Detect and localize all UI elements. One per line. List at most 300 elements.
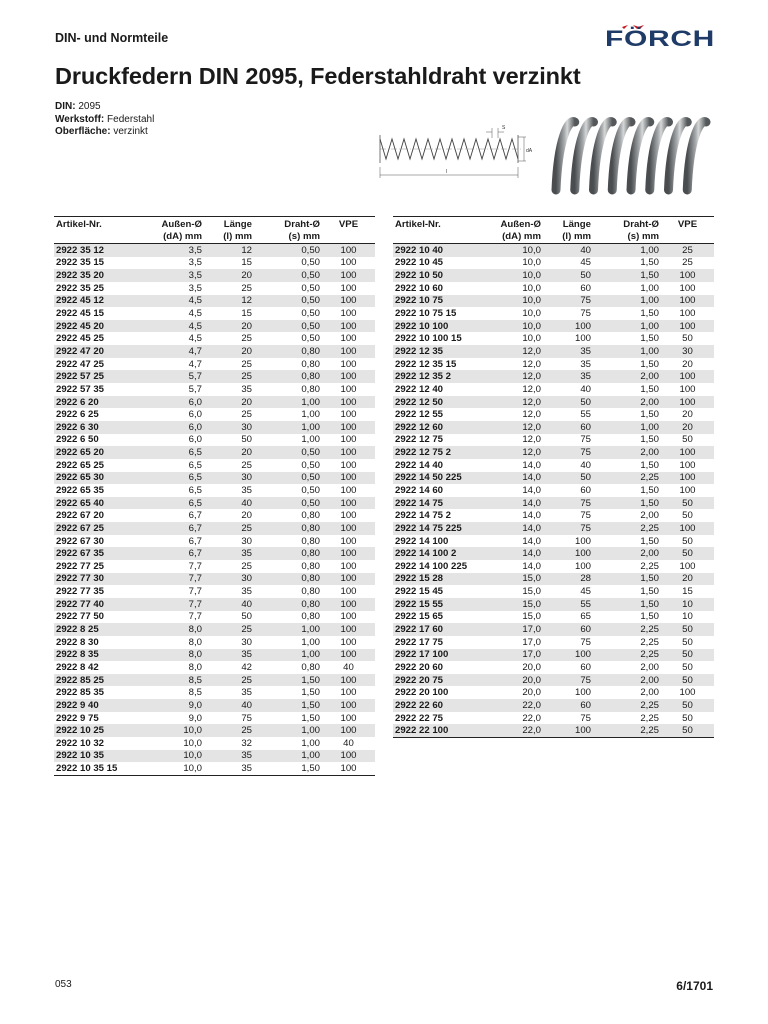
laenge-cell: 35 — [241, 586, 252, 598]
col-artikel-nr: Artikel-Nr. — [393, 217, 477, 244]
laenge-cell: 60 — [543, 623, 593, 636]
vpe-cell: 100 — [661, 472, 714, 485]
vpe-cell: 100 — [322, 623, 375, 636]
draht-durchmesser-cell: 0,80 — [301, 358, 320, 370]
aussen-durchmesser-cell: 6,7 — [138, 522, 204, 535]
table-row — [54, 509, 375, 522]
draht-durchmesser-cell: 0,80 — [254, 522, 322, 535]
laenge-cell: 50 — [543, 269, 593, 282]
draht-durchmesser-cell: 0,80 — [301, 560, 320, 572]
artikel-nr-cell: 2922 12 60 — [393, 421, 477, 434]
spec-din — [55, 101, 154, 114]
aussen-durchmesser-cell: 15,0 — [522, 611, 541, 623]
vpe-cell: 100 — [340, 459, 357, 471]
laenge-cell: 75 — [543, 497, 593, 510]
laenge-cell: 100 — [574, 687, 591, 699]
artikel-nr-cell: 2922 47 25 — [56, 358, 105, 370]
col-draht-durchmesser: Draht-Ø (s) mm — [254, 217, 322, 244]
aussen-durchmesser-cell: 10,0 — [138, 724, 204, 737]
length-dim-label: l — [446, 169, 448, 175]
aussen-durchmesser-cell: 4,5 — [138, 320, 204, 333]
laenge-cell: 75 — [543, 522, 593, 535]
page-title: Druckfedern DIN 2095, Federstahldraht verzinkt — [55, 63, 581, 89]
table-row — [393, 257, 714, 270]
artikel-nr-cell: 2922 47 20 — [54, 345, 138, 358]
table-row — [54, 421, 375, 434]
draht-durchmesser-cell: 1,50 — [301, 712, 320, 724]
table-row — [54, 699, 375, 712]
artikel-nr-cell: 2922 9 75 — [56, 712, 99, 724]
vpe-cell: 25 — [682, 257, 693, 269]
aussen-durchmesser-cell: 15,0 — [477, 573, 543, 586]
laenge-cell: 45 — [580, 586, 591, 598]
vpe-cell: 50 — [661, 547, 714, 560]
aussen-durchmesser-cell: 6,7 — [188, 535, 202, 547]
laenge-cell: 35 — [241, 484, 252, 496]
foerch-logo — [604, 22, 716, 48]
aussen-durchmesser-cell: 6,0 — [188, 434, 202, 446]
table-row — [54, 535, 375, 548]
artikel-nr-cell: 2922 65 35 — [56, 484, 105, 496]
table-row — [393, 307, 714, 320]
vpe-cell: 100 — [322, 724, 375, 737]
vpe-cell: 20 — [661, 421, 714, 434]
aussen-durchmesser-cell: 3,5 — [188, 282, 202, 294]
aussen-durchmesser-cell: 22,0 — [477, 699, 543, 712]
table-row — [54, 332, 375, 345]
laenge-cell: 75 — [580, 434, 591, 446]
aussen-durchmesser-cell: 4,7 — [138, 345, 204, 358]
vpe-cell: 100 — [322, 421, 375, 434]
artikel-nr-cell: 2922 65 25 — [56, 459, 105, 471]
vpe-cell: 100 — [340, 636, 357, 648]
vpe-cell: 100 — [679, 282, 696, 294]
vpe-cell: 50 — [682, 510, 693, 522]
table-row — [54, 307, 375, 320]
aussen-durchmesser-cell: 4,5 — [138, 295, 204, 308]
table-row — [54, 585, 375, 598]
table-row — [393, 282, 714, 295]
aussen-durchmesser-cell: 4,5 — [188, 333, 202, 345]
artikel-nr-cell: 2922 17 100 — [393, 649, 477, 662]
vpe-cell: 100 — [679, 687, 696, 699]
laenge-cell: 75 — [543, 446, 593, 459]
table-row — [393, 396, 714, 409]
aussen-durchmesser-cell: 8,5 — [188, 687, 202, 699]
draht-durchmesser-cell: 0,50 — [254, 446, 322, 459]
table-row — [54, 257, 375, 270]
aussen-durchmesser-cell: 12,0 — [522, 434, 541, 446]
draht-durchmesser-cell: 0,80 — [301, 661, 320, 673]
table-row — [393, 434, 714, 447]
aussen-durchmesser-cell: 7,7 — [188, 586, 202, 598]
draht-durchmesser-cell: 1,00 — [593, 244, 661, 257]
laenge-cell: 75 — [580, 308, 591, 320]
vpe-cell: 100 — [322, 446, 375, 459]
vpe-cell: 100 — [322, 295, 375, 308]
draht-durchmesser-cell: 1,50 — [640, 308, 659, 320]
laenge-cell: 100 — [543, 724, 593, 737]
draht-durchmesser-cell: 2,25 — [640, 712, 659, 724]
draht-durchmesser-cell: 0,50 — [301, 459, 320, 471]
artikel-nr-cell: 2922 85 35 — [56, 687, 105, 699]
table-row — [393, 573, 714, 586]
draht-durchmesser-cell: 2,25 — [593, 699, 661, 712]
aussen-durchmesser-cell: 14,0 — [522, 560, 541, 572]
aussen-durchmesser-cell: 8,0 — [188, 661, 202, 673]
draht-durchmesser-cell: 0,50 — [254, 472, 322, 485]
laenge-cell: 75 — [543, 674, 593, 687]
artikel-nr-cell: 2922 14 75 2 — [395, 510, 452, 522]
vpe-cell: 100 — [340, 560, 357, 572]
vpe-cell: 100 — [322, 396, 375, 409]
artikel-nr-cell: 2922 22 75 — [395, 712, 444, 724]
aussen-durchmesser-cell: 7,7 — [188, 611, 202, 623]
laenge-cell: 40 — [580, 383, 591, 395]
laenge-cell: 100 — [543, 547, 593, 560]
artikel-nr-cell: 2922 12 40 — [395, 383, 444, 395]
draht-durchmesser-cell: 1,50 — [593, 573, 661, 586]
draht-durchmesser-cell: 0,50 — [301, 257, 320, 269]
table-row — [54, 623, 375, 636]
aussen-durchmesser-cell: 17,0 — [522, 636, 541, 648]
aussen-durchmesser-cell: 20,0 — [522, 661, 541, 673]
aussen-durchmesser-cell: 12,0 — [522, 383, 541, 395]
vpe-cell: 100 — [322, 598, 375, 611]
table-row — [54, 358, 375, 371]
artikel-nr-cell: 2922 45 25 — [56, 333, 105, 345]
diameter-dim-label: dA — [526, 148, 533, 154]
vpe-cell: 15 — [682, 586, 693, 598]
table-row — [54, 370, 375, 383]
artikel-nr-cell: 2922 14 100 — [395, 535, 449, 547]
draht-durchmesser-cell: 1,50 — [640, 333, 659, 345]
artikel-nr-cell: 2922 45 12 — [54, 295, 138, 308]
laenge-cell: 35 — [241, 383, 252, 395]
laenge-cell: 40 — [204, 699, 254, 712]
draht-durchmesser-cell: 0,80 — [301, 510, 320, 522]
table-row — [54, 446, 375, 459]
draht-durchmesser-cell: 0,50 — [254, 320, 322, 333]
laenge-cell: 100 — [574, 560, 591, 572]
draht-durchmesser-cell: 2,00 — [593, 370, 661, 383]
aussen-durchmesser-cell: 10,0 — [477, 320, 543, 333]
aussen-durchmesser-cell: 15,0 — [522, 586, 541, 598]
aussen-durchmesser-cell: 17,0 — [477, 623, 543, 636]
draht-durchmesser-cell: 1,00 — [254, 623, 322, 636]
laenge-cell: 35 — [580, 358, 591, 370]
table-row — [393, 408, 714, 421]
aussen-durchmesser-cell: 8,0 — [138, 623, 204, 636]
table-header-row — [54, 217, 375, 244]
vpe-cell: 50 — [661, 623, 714, 636]
vpe-cell: 100 — [661, 269, 714, 282]
artikel-nr-cell: 2922 17 60 — [393, 623, 477, 636]
aussen-durchmesser-cell: 6,5 — [188, 459, 202, 471]
aussen-durchmesser-cell: 14,0 — [477, 497, 543, 510]
table-row — [393, 269, 714, 282]
laenge-cell: 50 — [241, 434, 252, 446]
artikel-nr-cell: 2922 6 30 — [54, 421, 138, 434]
aussen-durchmesser-cell: 10,0 — [477, 244, 543, 257]
laenge-cell: 25 — [204, 724, 254, 737]
laenge-cell: 30 — [204, 573, 254, 586]
vpe-cell: 100 — [340, 763, 357, 775]
aussen-durchmesser-cell: 4,7 — [188, 358, 202, 370]
vpe-cell: 50 — [682, 333, 693, 345]
draht-durchmesser-cell: 1,00 — [301, 636, 320, 648]
artikel-nr-cell: 2922 77 25 — [56, 560, 105, 572]
draht-durchmesser-cell: 2,00 — [640, 510, 659, 522]
vpe-cell: 100 — [661, 320, 714, 333]
artikel-nr-cell: 2922 77 50 — [56, 611, 105, 623]
laenge-cell: 50 — [543, 396, 593, 409]
spring-table-right — [393, 216, 714, 738]
aussen-durchmesser-cell: 6,5 — [188, 484, 202, 496]
artikel-nr-cell: 2922 10 32 — [56, 737, 105, 749]
table-row — [54, 750, 375, 763]
vpe-cell: 100 — [661, 522, 714, 535]
aussen-durchmesser-cell: 8,0 — [138, 649, 204, 662]
artikel-nr-cell: 2922 35 25 — [56, 282, 105, 294]
vpe-cell: 20 — [682, 409, 693, 421]
artikel-nr-cell: 2922 35 20 — [54, 269, 138, 282]
aussen-durchmesser-cell: 7,7 — [138, 598, 204, 611]
draht-durchmesser-cell: 1,50 — [593, 497, 661, 510]
laenge-cell: 50 — [241, 611, 252, 623]
col-vpe: VPE — [322, 217, 375, 244]
artikel-nr-cell: 2922 20 60 — [395, 661, 444, 673]
spring-technical-drawing — [374, 122, 534, 184]
draht-durchmesser-cell: 2,25 — [640, 636, 659, 648]
table-row — [54, 244, 375, 257]
vpe-cell: 100 — [322, 269, 375, 282]
table-row — [393, 535, 714, 548]
draht-durchmesser-cell: 1,00 — [254, 396, 322, 409]
artikel-nr-cell: 2922 20 75 — [393, 674, 477, 687]
table-row — [393, 244, 714, 257]
table-row — [393, 295, 714, 308]
laenge-cell: 65 — [580, 611, 591, 623]
spec-label: Werkstoff: — [55, 113, 105, 125]
table-row — [54, 282, 375, 295]
vpe-cell: 50 — [661, 649, 714, 662]
vpe-cell: 10 — [661, 598, 714, 611]
table-row — [54, 724, 375, 737]
vpe-cell: 100 — [322, 699, 375, 712]
laenge-cell: 75 — [543, 295, 593, 308]
artikel-nr-cell: 2922 65 20 — [54, 446, 138, 459]
laenge-cell: 25 — [204, 674, 254, 687]
laenge-cell: 40 — [580, 459, 591, 471]
vpe-cell: 50 — [661, 674, 714, 687]
table-row — [393, 509, 714, 522]
aussen-durchmesser-cell: 17,0 — [477, 649, 543, 662]
aussen-durchmesser-cell: 10,0 — [522, 308, 541, 320]
laenge-cell: 25 — [241, 358, 252, 370]
artikel-nr-cell: 2922 6 25 — [56, 409, 99, 421]
col-draht-durchmesser: Draht-Ø (s) mm — [593, 217, 661, 244]
table-row — [393, 724, 714, 737]
table-row — [393, 649, 714, 662]
aussen-durchmesser-cell: 12,0 — [477, 446, 543, 459]
aussen-durchmesser-cell: 14,0 — [522, 535, 541, 547]
table-row — [393, 320, 714, 333]
draht-durchmesser-cell: 2,25 — [593, 472, 661, 485]
table-row — [393, 661, 714, 674]
draht-durchmesser-cell: 1,50 — [593, 598, 661, 611]
laenge-cell: 20 — [204, 320, 254, 333]
artikel-nr-cell: 2922 35 15 — [56, 257, 105, 269]
artikel-nr-cell: 2922 10 25 — [54, 724, 138, 737]
draht-durchmesser-cell: 1,00 — [254, 724, 322, 737]
laenge-cell: 15 — [241, 308, 252, 320]
table-row — [54, 737, 375, 750]
artikel-nr-cell: 2922 10 100 15 — [395, 333, 462, 345]
artikel-nr-cell: 2922 14 100 2 — [393, 547, 477, 560]
vpe-cell: 50 — [682, 434, 693, 446]
draht-durchmesser-cell: 2,00 — [593, 396, 661, 409]
laenge-cell: 30 — [204, 472, 254, 485]
laenge-cell: 30 — [241, 535, 252, 547]
aussen-durchmesser-cell: 12,0 — [522, 358, 541, 370]
table-row — [54, 573, 375, 586]
laenge-cell: 40 — [204, 598, 254, 611]
aussen-durchmesser-cell: 9,0 — [188, 712, 202, 724]
table-row — [393, 623, 714, 636]
laenge-cell: 35 — [204, 750, 254, 763]
laenge-cell: 35 — [241, 763, 252, 775]
table-row — [393, 332, 714, 345]
aussen-durchmesser-cell: 12,0 — [522, 409, 541, 421]
aussen-durchmesser-cell: 3,5 — [138, 269, 204, 282]
artikel-nr-cell: 2922 8 35 — [54, 649, 138, 662]
table-row — [393, 459, 714, 472]
table-row — [393, 547, 714, 560]
aussen-durchmesser-cell: 14,0 — [477, 547, 543, 560]
artikel-nr-cell: 2922 22 60 — [393, 699, 477, 712]
laenge-cell: 55 — [580, 409, 591, 421]
spec-list — [55, 101, 154, 139]
aussen-durchmesser-cell: 22,0 — [522, 712, 541, 724]
vpe-cell: 100 — [340, 333, 357, 345]
col-aussen-durchmesser: Außen-Ø (dA) mm — [138, 217, 204, 244]
vpe-cell: 100 — [322, 674, 375, 687]
table-row — [54, 636, 375, 649]
vpe-cell: 100 — [340, 434, 357, 446]
artikel-nr-cell: 2922 10 35 — [54, 750, 138, 763]
draht-durchmesser-cell: 1,50 — [640, 257, 659, 269]
spec-value: verzinkt — [113, 126, 148, 137]
laenge-cell: 20 — [204, 446, 254, 459]
vpe-cell: 100 — [340, 510, 357, 522]
vpe-cell: 100 — [679, 560, 696, 572]
laenge-cell: 25 — [204, 522, 254, 535]
artikel-nr-cell: 2922 15 65 — [395, 611, 444, 623]
artikel-nr-cell: 2922 65 30 — [54, 472, 138, 485]
laenge-cell: 12 — [204, 295, 254, 308]
table-row — [54, 598, 375, 611]
draht-durchmesser-cell: 0,80 — [254, 547, 322, 560]
laenge-cell: 75 — [580, 510, 591, 522]
table-row — [393, 421, 714, 434]
draht-durchmesser-cell: 1,00 — [593, 421, 661, 434]
vpe-cell: 100 — [340, 712, 357, 724]
draht-durchmesser-cell: 0,80 — [254, 573, 322, 586]
draht-durchmesser-cell: 0,50 — [254, 269, 322, 282]
aussen-durchmesser-cell: 6,5 — [138, 497, 204, 510]
table-row — [393, 712, 714, 725]
table-row — [54, 497, 375, 510]
table-row — [54, 408, 375, 421]
col-artikel-nr: Artikel-Nr. — [54, 217, 138, 244]
draht-durchmesser-cell: 1,50 — [640, 611, 659, 623]
artikel-nr-cell: 2922 8 42 — [56, 661, 99, 673]
vpe-cell: 100 — [340, 257, 357, 269]
vpe-cell: 100 — [340, 409, 357, 421]
artikel-nr-cell: 2922 14 100 225 — [395, 560, 468, 572]
laenge-cell: 30 — [204, 421, 254, 434]
table-row — [54, 345, 375, 358]
draht-durchmesser-cell: 1,50 — [640, 383, 659, 395]
aussen-durchmesser-cell: 14,0 — [477, 522, 543, 535]
draht-durchmesser-cell: 2,25 — [640, 560, 659, 572]
vpe-cell: 10 — [682, 611, 693, 623]
draht-durchmesser-cell: 1,50 — [640, 535, 659, 547]
draht-durchmesser-cell: 1,50 — [640, 586, 659, 598]
artikel-nr-cell: 2922 14 75 — [393, 497, 477, 510]
artikel-nr-cell: 2922 57 35 — [56, 383, 105, 395]
aussen-durchmesser-cell: 12,0 — [477, 396, 543, 409]
artikel-nr-cell: 2922 10 60 — [395, 282, 444, 294]
draht-durchmesser-cell: 0,80 — [254, 598, 322, 611]
laenge-cell: 75 — [580, 636, 591, 648]
aussen-durchmesser-cell: 8,5 — [138, 674, 204, 687]
artikel-nr-cell: 2922 67 25 — [54, 522, 138, 535]
artikel-nr-cell: 2922 6 50 — [56, 434, 99, 446]
aussen-durchmesser-cell: 5,7 — [188, 383, 202, 395]
draht-durchmesser-cell: 0,50 — [301, 308, 320, 320]
table-row — [54, 712, 375, 725]
vpe-cell: 100 — [340, 282, 357, 294]
page-number: 053 — [55, 979, 72, 990]
draht-durchmesser-cell: 0,50 — [301, 282, 320, 294]
aussen-durchmesser-cell: 12,0 — [477, 421, 543, 434]
artikel-nr-cell: 2922 15 45 — [395, 586, 444, 598]
aussen-durchmesser-cell: 6,5 — [138, 472, 204, 485]
table-row — [393, 358, 714, 371]
table-row — [54, 611, 375, 624]
vpe-cell: 25 — [661, 244, 714, 257]
laenge-cell: 45 — [580, 257, 591, 269]
aussen-durchmesser-cell: 20,0 — [522, 687, 541, 699]
draht-durchmesser-cell: 1,50 — [301, 687, 320, 699]
vpe-cell: 100 — [679, 459, 696, 471]
artikel-nr-cell: 2922 6 20 — [54, 396, 138, 409]
artikel-nr-cell: 2922 14 40 — [395, 459, 444, 471]
draht-durchmesser-cell: 1,50 — [640, 358, 659, 370]
table-row — [54, 762, 375, 775]
aussen-durchmesser-cell: 10,0 — [477, 269, 543, 282]
vpe-cell: 100 — [340, 611, 357, 623]
vpe-cell: 100 — [322, 547, 375, 560]
draht-durchmesser-cell: 2,00 — [593, 547, 661, 560]
draht-durchmesser-cell: 1,00 — [593, 320, 661, 333]
artikel-nr-cell: 2922 12 75 2 — [393, 446, 477, 459]
table-row — [54, 674, 375, 687]
artikel-nr-cell: 2922 8 25 — [54, 623, 138, 636]
artikel-nr-cell: 2922 22 100 — [393, 724, 477, 737]
